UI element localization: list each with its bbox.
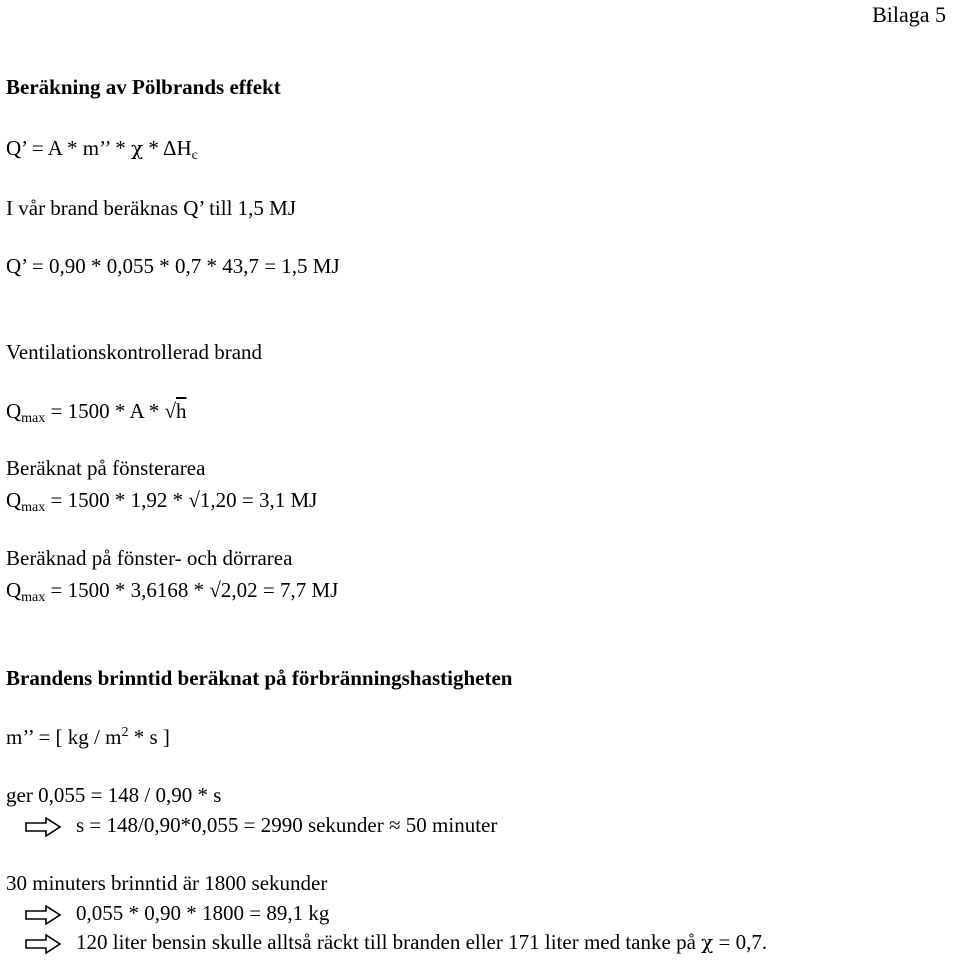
- sentence-q-value: I vår brand beräknas Q’ till 1,5 MJ: [6, 196, 297, 220]
- ger-line: ger 0,055 = 148 / 0,90 * s: [6, 783, 222, 807]
- sqrt-symbol: √: [209, 578, 221, 602]
- calc-q-prime: Q’ = 0,90 * 0,055 * 0,7 * 43,7 = 1,5 MJ: [6, 254, 340, 278]
- case2-tail: 2,02 = 7,7 MJ: [220, 578, 339, 602]
- qmax-subscript: max: [21, 411, 46, 426]
- qmax-rest: = 1500 * A *: [45, 399, 165, 423]
- unit-post: * s ]: [128, 725, 170, 749]
- calc2-row: [0, 930, 768, 954]
- burn-time-line: 30 minuters brinntid är 1800 sekunder: [6, 871, 328, 895]
- calc2-post: = 0,7.: [713, 930, 768, 954]
- qmax-tail: h: [176, 399, 187, 423]
- case1-tail: 1,20 = 3,1 MJ: [199, 488, 318, 512]
- unit-superscript: 2: [121, 725, 129, 740]
- case2-q: Q: [6, 578, 22, 602]
- heading-pool-fire: Beräkning av Pölbrands effekt: [6, 75, 281, 99]
- formula-qmax: [6, 401, 187, 426]
- case1-subscript: max: [21, 500, 46, 515]
- case1-formula: [6, 490, 317, 515]
- result-row: [0, 813, 498, 837]
- qmax-q: Q: [6, 399, 22, 423]
- unit-pre: m’’ = [ kg / m: [6, 725, 122, 749]
- result-post: 50 minuter: [400, 813, 498, 837]
- case2-subscript: max: [21, 590, 46, 605]
- implies-arrow-icon: [24, 934, 64, 954]
- case1-rest: = 1500 * 1,92 *: [45, 488, 189, 512]
- heading-burn-time: Brandens brinntid beräknat på förbränningshastigheten: [6, 666, 513, 690]
- formula-q-mid: *: [143, 136, 163, 160]
- heading-ventilation: Ventilationskontrollerad brand: [6, 340, 263, 364]
- delta-h: ΔH: [162, 136, 192, 160]
- formula-q-prime: [6, 138, 198, 163]
- chi-symbol: χ: [131, 136, 144, 160]
- sqrt-symbol: √: [164, 399, 177, 423]
- approx-symbol: ≈: [389, 813, 401, 837]
- calc2-text: [76, 932, 767, 953]
- calc1-text: 0,055 * 0,90 * 1800 = 89,1 kg: [76, 901, 330, 925]
- calc1-row: [0, 901, 330, 925]
- calc2-pre: 120 liter bensin skulle alltså räckt till branden eller 171 liter med tanke på: [76, 930, 702, 954]
- formula-q-lhs: Q’ = A * m’’ *: [6, 136, 131, 160]
- implies-arrow-icon: [24, 905, 64, 925]
- chi-symbol: χ: [701, 930, 714, 954]
- case1-label: Beräknat på fönsterarea: [6, 456, 206, 480]
- case2-rest: = 1500 * 3,6168 *: [45, 578, 210, 602]
- case1-q: Q: [6, 488, 22, 512]
- implies-arrow-icon: [24, 817, 64, 837]
- sqrt-symbol: √: [188, 488, 200, 512]
- appendix-label: Bilaga 5: [872, 2, 946, 27]
- delta-h-subscript: c: [191, 148, 198, 163]
- result-pre: s = 148/0,90*0,055 = 2990 sekunder: [76, 813, 390, 837]
- case2-formula: [6, 580, 338, 605]
- unit-definition: [6, 726, 170, 748]
- result-text: [76, 815, 497, 836]
- case2-label: Beräknad på fönster- och dörrarea: [6, 546, 293, 570]
